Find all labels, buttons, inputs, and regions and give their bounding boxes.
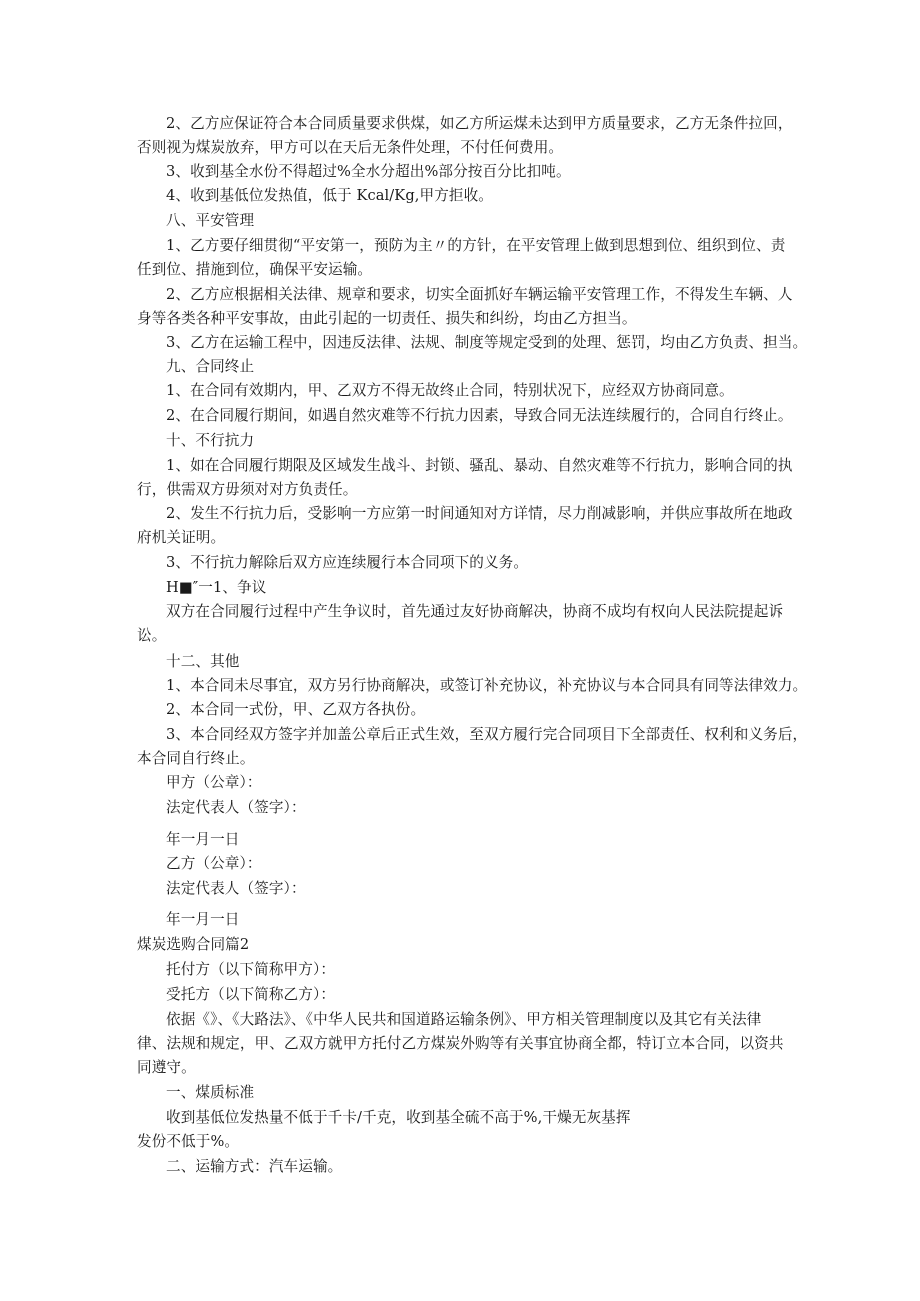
date-line: 年一月一日 [166,911,240,928]
signature-label: 法定代表人（签字）： [166,799,306,816]
paragraph-line: 1、如在合同履行期限及区域发生战斗、封锁、骚乱、暴动、自然灾难等不行抗力，影响合同的执 [166,457,793,474]
paragraph-line: 2、在合同履行期间，如遇自然灾难等不行抗力因素，导致合同无法连续履行的，合同自行终止。 [166,407,793,424]
section-heading: 一、煤质标准 [166,1084,255,1101]
paragraph-line: 4、收到基低位发热值，低于 Kcal/Kg,甲方拒收。 [166,187,493,204]
paragraph-line: 府机关证明。 [137,529,226,546]
section-heading: 十、不行抗力 [166,432,255,449]
section-heading: 二、运输方式：汽车运输。 [166,1158,343,1175]
paragraph-line: 同遵守。 [137,1059,196,1076]
paragraph-line: 否则视为煤炭放弃，甲方可以在天后无条件处理，不付任何费用。 [137,139,564,156]
paragraph-line: 3、不行抗力解除后双方应连续履行本合同项下的义务。 [166,554,529,571]
signature-label: 甲方（公章）： [166,774,262,791]
paragraph-line: 1、乙方要仔细贯彻“平安第一，预防为主〃的方针，在平安管理上做到思想到位、组织到位、责 [166,237,786,254]
section-heading: 八、平安管理 [166,212,255,229]
paragraph-line: 2、乙方应根据相关法律、规章和要求，切实全面抓好车辆运输平安管理工作，不得发生车辆、人 [166,286,793,303]
paragraph-line: 2、乙方应保证符合本合同质量要求供煤，如乙方所运煤未达到甲方质量要求，乙方无条件拉回， [166,115,793,132]
paragraph-line: 3、本合同经双方签字并加盖公章后正式生效，至双方履行完合同项目下全部责任、权利和义务后， [166,726,808,743]
paragraph-line: 讼。 [137,627,167,644]
document-title: 煤炭选购合同篇2 [137,936,250,953]
party-line: 受托方（以下简称乙方）： [166,986,336,1003]
paragraph-line: 本合同自行终止。 [137,750,255,767]
paragraph-line: 双方在合同履行过程中产生争议时，首先通过友好协商解决，协商不成均有权向人民法院提起诉 [166,603,784,620]
paragraph-line: 收到基低位发热量不低于千卡/千克，收到基全硫不高于%,干燥无灰基挥 [166,1109,631,1126]
date-line: 年一月一日 [166,831,240,848]
signature-label: 法定代表人（签字）： [166,880,306,897]
paragraph-line: 3、乙方在运输工程中，因违反法律、法规、制度等规定受到的处理、惩罚，均由乙方负责、担当。 [166,334,808,351]
paragraph-line: 任到位、措施到位，确保平安运输。 [137,261,373,278]
party-line: 托付方（以下简称甲方）： [166,961,336,978]
section-heading: H■″一1、争议 [166,579,267,596]
paragraph-line: 2、发生不行抗力后，受影响一方应第一时间通知对方详情，尽力削减影响，并供应事故所在地政 [166,505,793,522]
section-heading: 十二、其他 [166,653,240,670]
paragraph-line: 2、本合同一式份，甲、乙双方各执份。 [166,701,426,718]
section-heading: 九、合同终止 [166,358,255,375]
paragraph-line: 发份不低于%。 [137,1133,240,1150]
paragraph-line: 行，供需双方毋须对对方负责任。 [137,481,358,498]
paragraph-line: 1、本合同未尽事宜，双方另行协商解决，或签订补充协议，补充协议与本合同具有同等法律效力。 [166,677,808,694]
paragraph-line: 依据《》、《大路法》、《中华人民共和国道路运输条例》、甲方相关管理制度以及其它有关法律 [166,1011,762,1028]
paragraph-line: 3、收到基全水份不得超过%全水分超出%部分按百分比扣吨。 [166,163,571,180]
signature-label: 乙方（公章）： [166,855,262,872]
paragraph-line: 身等各类各种平安事故，由此引起的一切责任、损失和纠纷，均由乙方担当。 [137,310,637,327]
paragraph-line: 律、法规和规定，甲、乙双方就甲方托付乙方煤炭外购等有关事宜协商全都，特订立本合同，以资共 [137,1035,784,1052]
paragraph-line: 1、在合同有效期内，甲、乙双方不得无故终止合同，特别状况下，应经双方协商同意。 [166,382,734,399]
